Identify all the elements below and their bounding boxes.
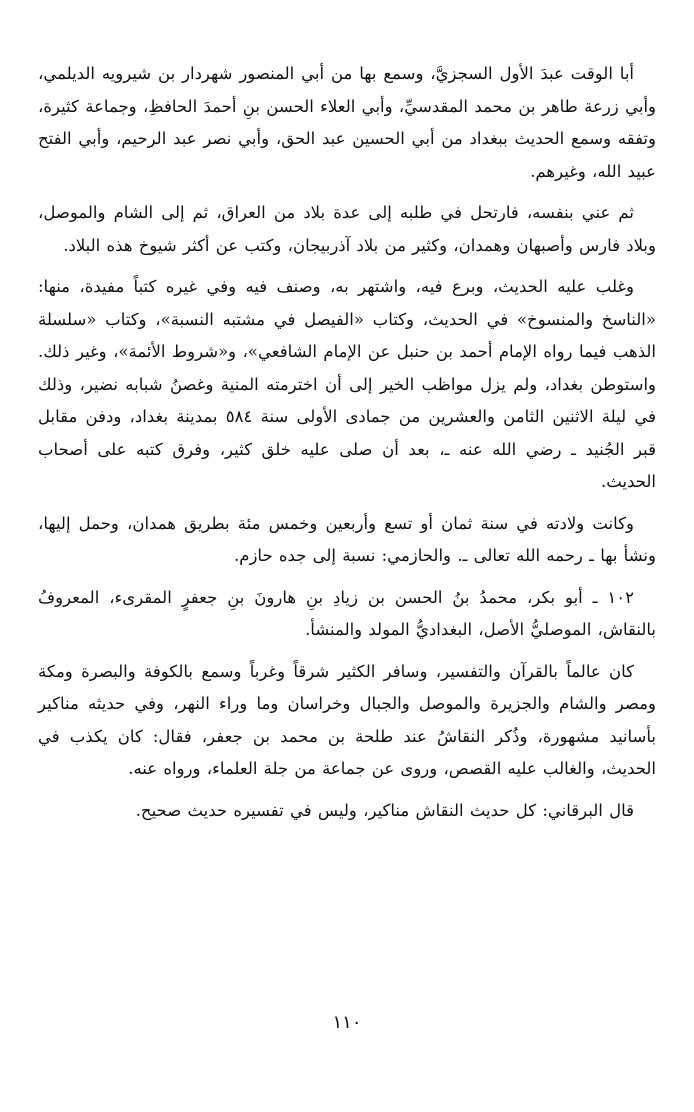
paragraph-works-and-death: وغلب عليه الحديث، وبرع فيه، واشتهر به، وصنف فيه وفي غيره كتباً مفيدة، منها: «الناسخ والمنسوخ» في الحديث، وكتاب «الفيصل في مشتبه النسبة»، وكتاب «سلسلة الذهب فيما رواه الإمام أحمد بن حنبل عن الإمام الشافعي»، و«شروط الأئمة»، وغير ذلك. واستوطن بغداد، ولم يزل مواظب الخير إلى أن اخترمته المنية وغصنُ شبابه نضير، وذلك في ليلة الاثنين الثامن والعشرين من جمادى الأولى سنة ٥٨٤ بمدينة بغداد، ودفن مقابل قبر الجُنيد ـ رضي الله عنه ـ، بعد أن صلى عليه خلق كثير، وفرق كتبه على أصحاب الحديث.	[38, 277, 656, 491]
paragraph-teachers: أبا الوقت عبدَ الأول السجزيَّ، وسمع بها من أبي المنصور شهردار بن شيرويه الديلمي، وأبي زرعة طاهر بن محمد المقدسيِّ، وأبي العلاء الحسن بنِ أحمدَ الحافظِ، وجماعة كثيرة، وتفقه وسمع الحديث ببغداد من أبي الحسين عبد الحق، وأبي نصر عبد الرحيم، وأبي الفتح عبيد الله، وغيرهم.	[38, 64, 656, 181]
paragraph-birth-and-nisba: وكانت ولادته في سنة ثمان أو تسع وأربعين وخمس مئة بطريق همدان، وحمل إليها، ونشأ بها ـ رحمه الله تعالى ـ. والحازمي: نسبة إلى جده حازم.	[38, 513, 656, 565]
page-body	[38, 58, 656, 836]
paragraph-naqqash-bio: كان عالماً بالقرآن والتفسير، وسافر الكثير شرقاً وغرباً وسمع بالكوفة والبصرة ومكة ومصر والشام والجزيرة والموصل والجبال وخراسان وما وراء النهر، وفي حديثه مناكير بأسانيد مشهورة، وذُكر النقاشُ عند طلحة بن محمد بن جعفر، فقال: كان يكذب في الحديث، والغالب عليه القصص، وروى عن جماعة من جلة العلماء، ورواه عنه.	[38, 661, 656, 778]
entry-heading-102: ١٠٢ ـ أبو بكر، محمدُ بنُ الحسن بن زيادِ بنِ هارونَ بنِ جعفرٍ المقرىء، المعروفُ بالنقاش، الموصليُّ الأصل، البغداديُّ المولد والمنشأ.	[38, 587, 656, 639]
paragraph-travels: ثم عني بنفسه، فارتحل في طلبه إلى عدة بلاد من العراق، ثم إلى الشام والموصل، وبلاد فارس وأصبهان وهمدان، وكثير من بلاد آذربيجان، وكتب عن أكثر شيوخ هذه البلاد.	[38, 203, 656, 255]
page-number: ١١٠	[332, 1012, 362, 1033]
paragraph-barqani-quote: قال البرقاني: كل حديث النقاش مناكير، وليس في تفسيره حديث صحيح.	[135, 800, 634, 820]
